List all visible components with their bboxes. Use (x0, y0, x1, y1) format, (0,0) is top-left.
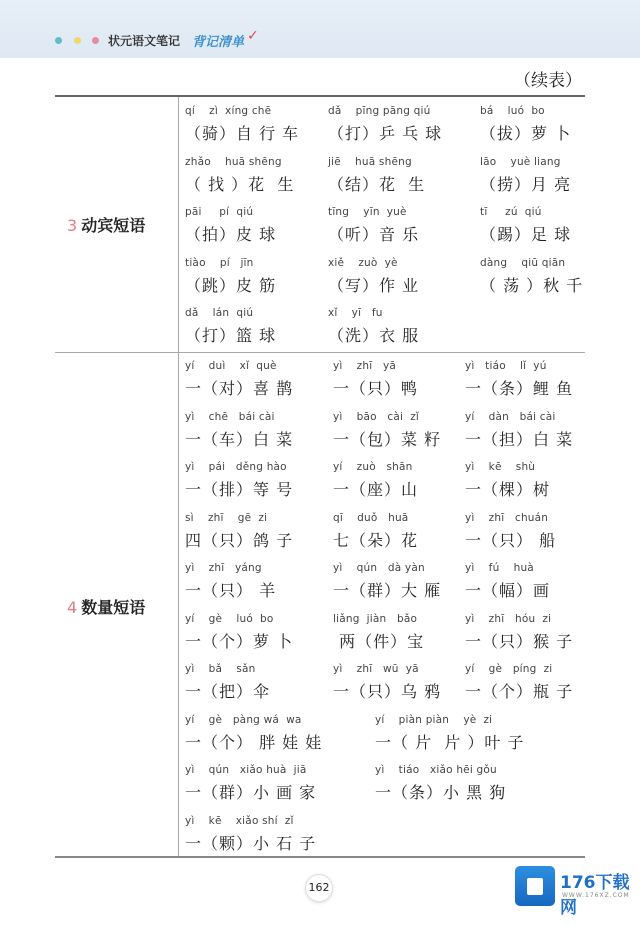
pinyin: dǎ lán qiú (185, 307, 254, 319)
column-divider (178, 97, 179, 856)
phrase-entry (333, 562, 441, 601)
pinyin: dàng qiū qiān (480, 256, 566, 269)
pinyin: tiào pí jīn (185, 256, 254, 269)
phrase-entry (328, 105, 442, 144)
phrase-entry (185, 411, 293, 450)
hanzi-phrase: 一（个） 胖 娃 娃 (185, 732, 323, 752)
book-title: 状元语文笔记 (108, 34, 181, 48)
pinyin: yí piàn piàn yè zi (375, 713, 493, 726)
hanzi-phrase: 一（幅）画 (465, 581, 551, 600)
hanzi-phrase: 一（个）瓶 子 (465, 682, 574, 701)
hanzi-phrase: 一（条）小 黑 狗 (375, 783, 507, 802)
dot-icon (55, 37, 62, 44)
phrase-entry (465, 512, 556, 551)
hanzi-phrase: 七（朵）花 (333, 530, 419, 550)
hanzi-phrase: （洗）衣 服 (328, 326, 420, 345)
hanzi-phrase: 一（只）乌 鸦 (333, 682, 442, 701)
phrase-entry (185, 714, 322, 753)
pinyin: dǎ pīng pāng qiú (328, 105, 431, 117)
phrase-entry (185, 105, 299, 144)
phrase-entry (465, 411, 573, 450)
hanzi-phrase: 四（只）鸽 子 (185, 530, 294, 550)
pinyin: yí duì xǐ què (185, 360, 277, 372)
phrase-entry (480, 206, 571, 245)
pinyin: yì zhī chuán (465, 511, 549, 524)
phrase-entry (185, 663, 270, 702)
hanzi-phrase: 一（只）猴 子 (465, 631, 574, 651)
pinyin: xǐ yī fu (328, 307, 383, 319)
phrase-entry (465, 562, 550, 601)
section-number: 3 (67, 216, 78, 235)
phrase-entry (185, 512, 293, 551)
watermark-name: 176下载网 (560, 873, 630, 918)
section-number: 4 (67, 598, 78, 617)
pinyin: yì tiáo lǐ yú (465, 360, 547, 372)
pinyin: yì tiáo xiǎo hēi gǒu (375, 764, 497, 776)
pinyin: bá luó bo (480, 105, 545, 117)
phrase-entry (185, 461, 293, 500)
pinyin: xiě zuò yè (328, 256, 398, 269)
section-title: 动宾短语 (81, 216, 146, 235)
phrase-entry (185, 562, 276, 601)
pinyin: yì qún dà yàn (333, 562, 425, 574)
pinyin: yì kē xiǎo shí zǐ (185, 814, 294, 827)
phrase-entry (185, 764, 316, 803)
hanzi-phrase: 一（把）伞 (185, 682, 271, 701)
phrase-entry (465, 461, 550, 500)
hanzi-phrase: 一（只） 羊 (185, 581, 277, 600)
pinyin: yí gè píng zi (465, 663, 553, 675)
phrase-entry (185, 307, 276, 346)
phrase-entry (333, 461, 418, 500)
hanzi-phrase: （踢）足 球 (480, 225, 572, 244)
pinyin: yí dàn bái cài (465, 410, 556, 423)
phrase-entry (465, 663, 573, 702)
hanzi-phrase: 一（排）等 号 (185, 480, 294, 499)
phrase-entry (480, 156, 571, 195)
hanzi-phrase: （结）花 生 (328, 174, 426, 194)
hanzi-phrase: 一（ 片 片 ）叶 子 (375, 732, 525, 752)
pinyin: lāo yuè liang (480, 155, 561, 168)
hanzi-phrase: 一（车）白 菜 (185, 429, 294, 449)
pinyin: yì fú huà (465, 562, 534, 574)
hanzi-phrase: （跳）皮 筋 (185, 275, 277, 295)
pinyin: liǎng jiàn bǎo (333, 612, 418, 625)
hanzi-phrase: 一（只）鸭 (333, 379, 419, 398)
phrase-entry (480, 257, 583, 296)
hanzi-phrase: （写）作 业 (328, 275, 420, 295)
phrase-entry (375, 764, 506, 803)
hanzi-phrase: 一（担）白 菜 (465, 429, 574, 449)
dot-icon (74, 37, 81, 44)
phrase-entry (465, 613, 573, 652)
hanzi-phrase: 一（只） 船 (465, 530, 557, 550)
pinyin: tī zú qiú (480, 206, 542, 218)
dot-icon (92, 37, 99, 44)
phrase-entry (328, 257, 419, 296)
phrase-entry (185, 360, 293, 399)
pinyin: zhǎo huā shēng (185, 155, 282, 168)
pinyin: yì bāo cài zǐ (333, 410, 420, 423)
header-band (0, 0, 640, 58)
phrase-entry (185, 206, 276, 245)
pinyin: yì zhī wū yā (333, 663, 419, 675)
pinyin: qī duǒ huā (333, 511, 409, 524)
pinyin: yì zhī hóu zi (465, 612, 552, 625)
phrase-entry (185, 156, 294, 195)
section-label-3 (67, 213, 145, 236)
phrase-entry (185, 815, 316, 854)
phrase-entry (328, 307, 419, 346)
phrase-entry (333, 360, 418, 399)
pinyin: yí gè luó bo (185, 612, 274, 625)
pinyin: pāi pí qiú (185, 206, 254, 218)
pinyin: yì zhī yáng (185, 562, 262, 574)
pinyin: yì pái děng hào (185, 461, 287, 473)
phrase-entry (333, 512, 418, 551)
hanzi-phrase: （ 找 ）花 生 (185, 174, 295, 194)
pinyin: yì kē shù (465, 461, 536, 473)
phrase-table (55, 95, 585, 858)
pinyin: yì bǎ sǎn (185, 663, 256, 675)
phrase-entry (328, 206, 419, 245)
hanzi-phrase: （捞）月 亮 (480, 174, 572, 194)
hanzi-phrase: 一（群）大 雁 (333, 581, 442, 600)
pinyin: sì zhī gē zi (185, 511, 268, 524)
continued-label: （续表） (514, 71, 582, 91)
hanzi-phrase: 两（件）宝 (333, 631, 425, 651)
pinyin: yì chē bái cài (185, 410, 275, 423)
hanzi-phrase: 一（座）山 (333, 480, 419, 499)
watermark-logo-icon (515, 866, 555, 906)
phrase-entry (333, 613, 424, 652)
hanzi-phrase: （ 荡 ）秋 千 (480, 275, 584, 295)
hanzi-phrase: 一（棵）树 (465, 480, 551, 499)
phrase-entry (465, 360, 573, 399)
section-subtitle: 背记清单 (192, 35, 245, 50)
phrase-entry (328, 156, 425, 195)
pinyin: yí zuò shān (333, 461, 413, 473)
hanzi-phrase: 一（条）鲤 鱼 (465, 379, 574, 398)
phrase-entry (333, 663, 441, 702)
phrase-entry (333, 411, 441, 450)
hanzi-phrase: （骑）自 行 车 (185, 124, 300, 143)
row-divider (55, 352, 585, 353)
section-title: 数量短语 (81, 598, 146, 617)
pinyin: yì qún xiǎo huà jiā (185, 764, 307, 776)
pinyin: qí zì xíng chē (185, 105, 272, 117)
watermark-url: WWW.176XZ.COM (562, 892, 630, 899)
hanzi-phrase: （打）乒 乓 球 (328, 124, 443, 143)
hanzi-phrase: 一（个）萝 卜 (185, 631, 294, 651)
pinyin: tīng yīn yuè (328, 206, 407, 218)
phrase-entry (185, 613, 293, 652)
check-icon: ✓ (247, 28, 259, 44)
pinyin: jiē huā shēng (328, 155, 412, 168)
hanzi-phrase: 一（对）喜 鹊 (185, 379, 294, 398)
hanzi-phrase: （听）音 乐 (328, 225, 420, 244)
hanzi-phrase: 一（包）菜 籽 (333, 429, 442, 449)
section-label-4 (67, 595, 145, 618)
phrase-entry (185, 257, 276, 296)
pinyin: yì zhī yā (333, 360, 397, 372)
phrase-entry (480, 105, 571, 144)
hanzi-phrase: 一（颗）小 石 子 (185, 833, 317, 853)
phrase-entry (375, 714, 524, 753)
hanzi-phrase: （拔）萝 卜 (480, 124, 572, 143)
page-number: 162 (305, 874, 333, 902)
hanzi-phrase: 一（群）小 画 家 (185, 783, 317, 802)
hanzi-phrase: （打）篮 球 (185, 326, 277, 345)
pinyin: yí gè pàng wá wa (185, 713, 302, 726)
hanzi-phrase: （拍）皮 球 (185, 225, 277, 244)
